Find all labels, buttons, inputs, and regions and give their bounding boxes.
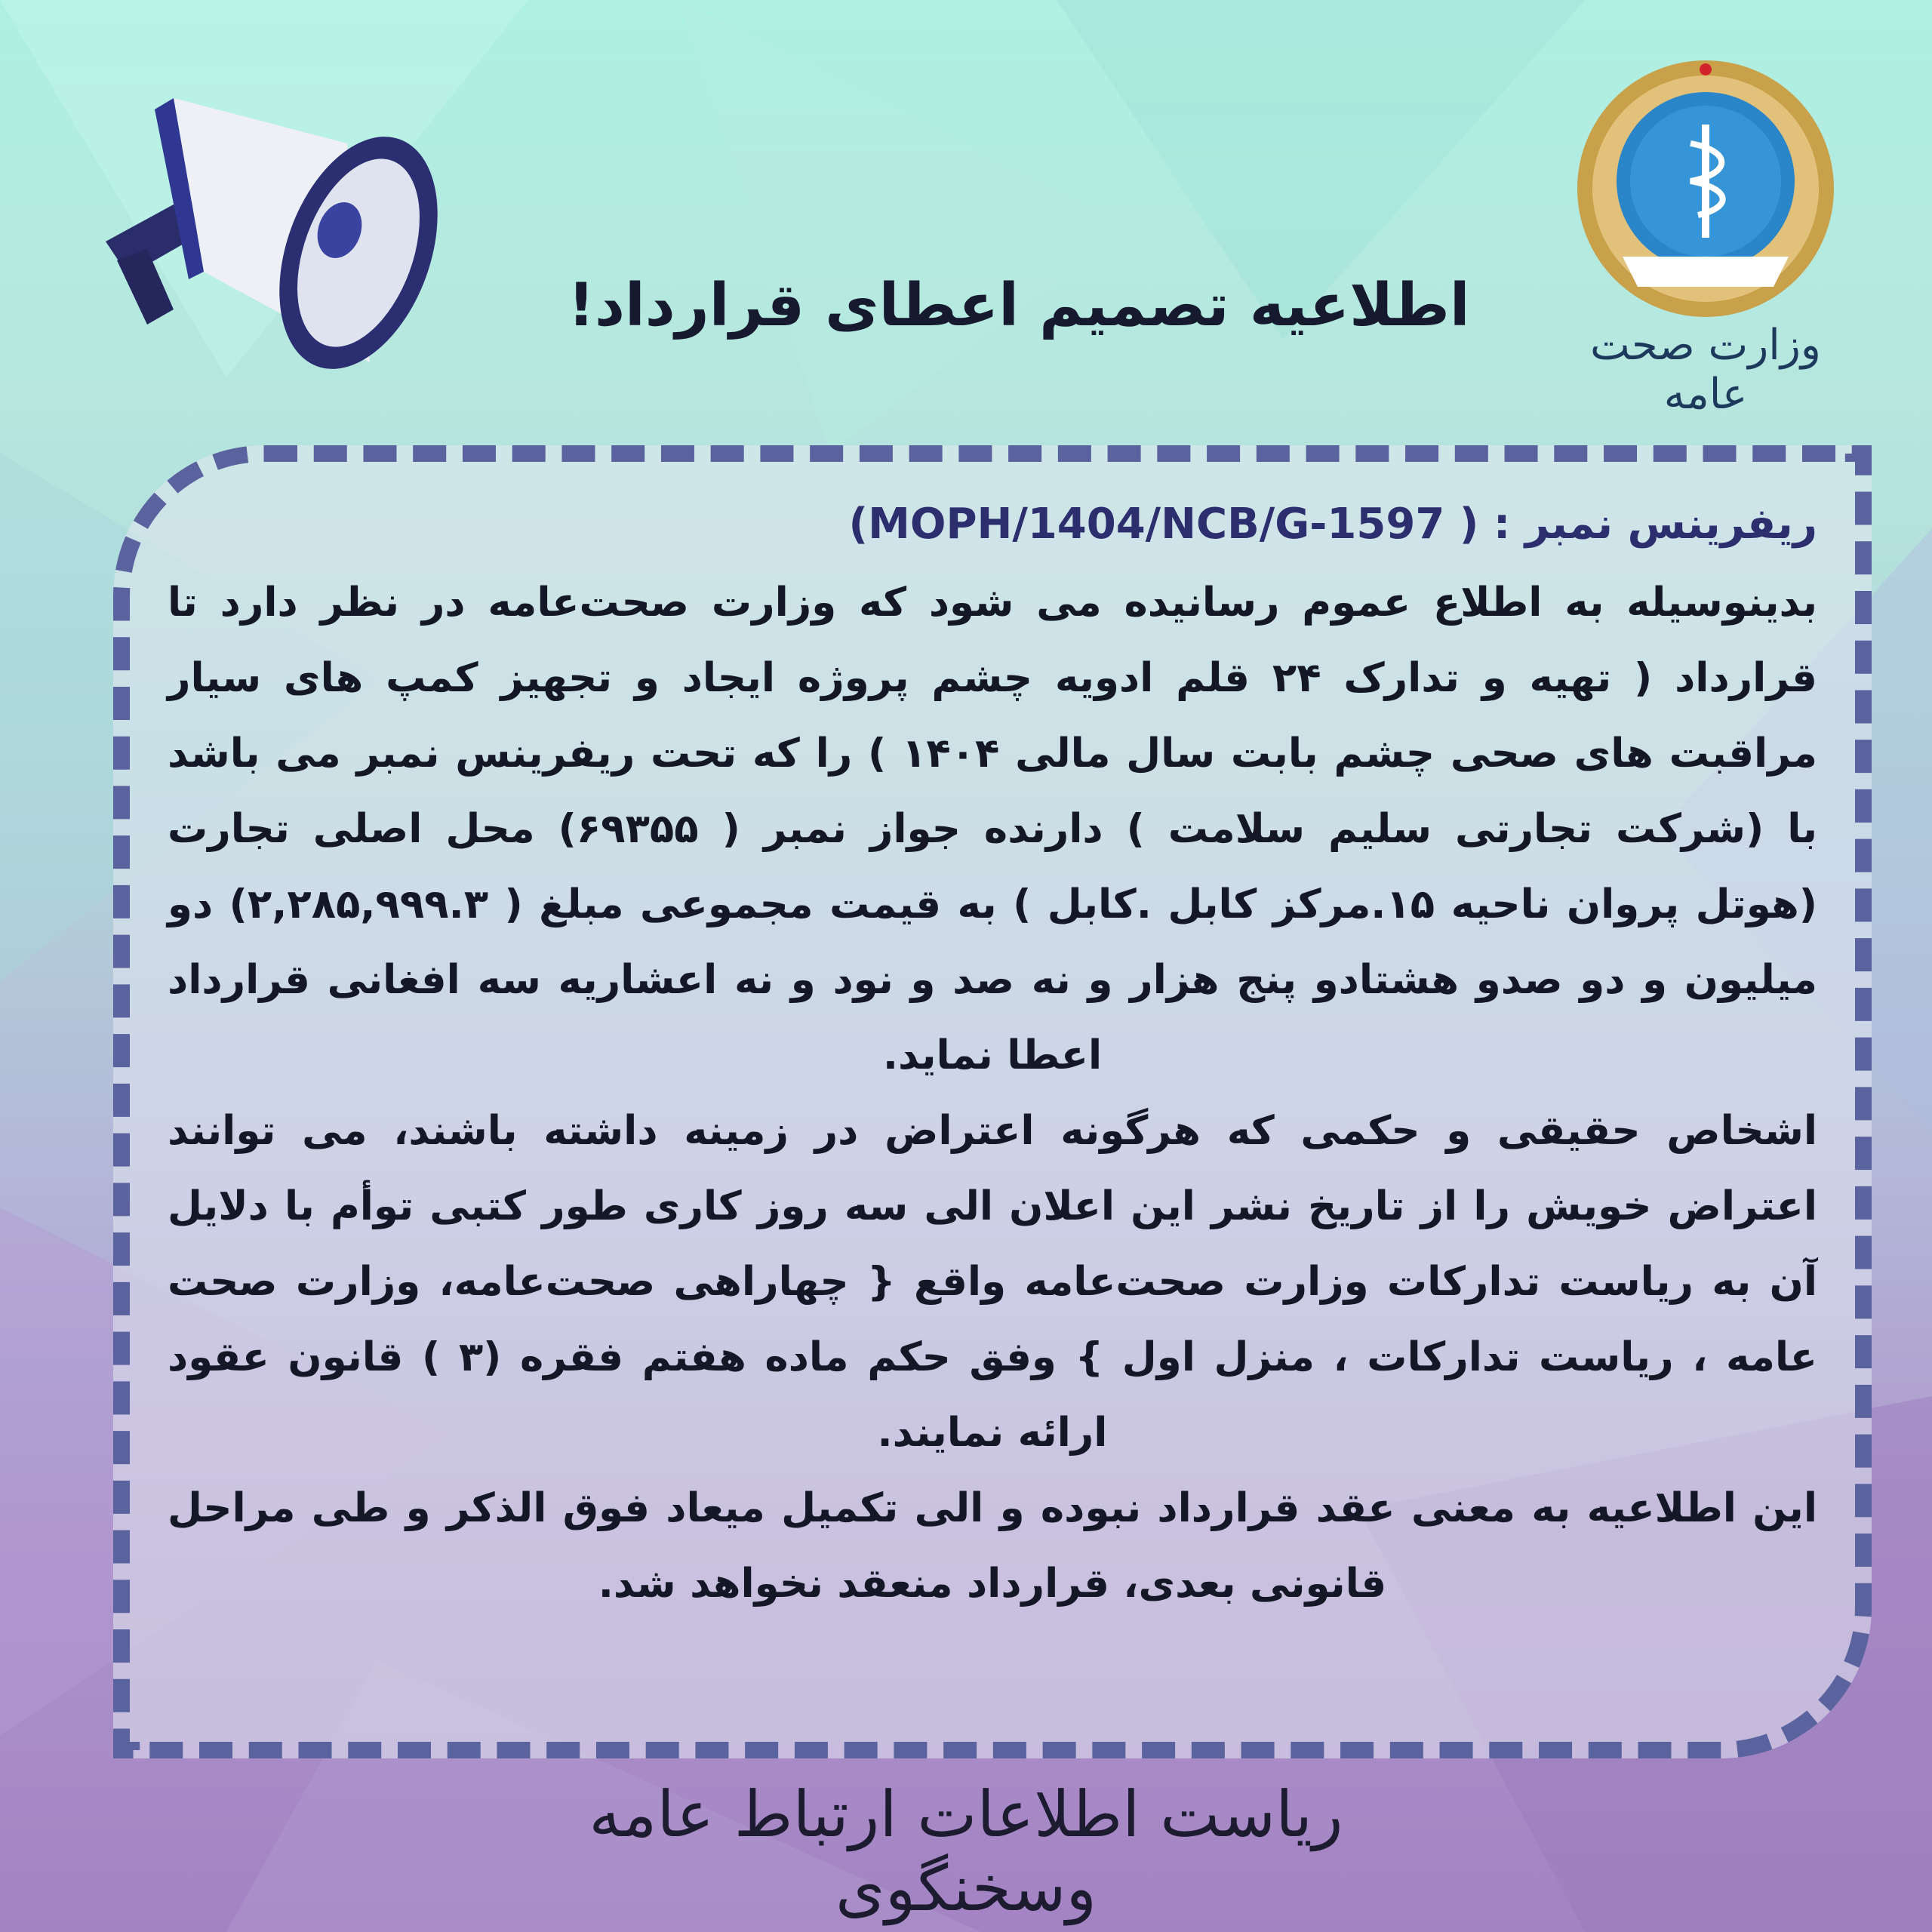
notice-paragraph-award: بدینوسیله به اطلاع عموم رسانیده می شود که وزارت صحت‌عامه در نظر دارد تا قرارداد ( تهیه و تدارک ۲۴ قلم ادویه چشم پروژه ایجاد و تجهیز کمپ های سیار مراقبت های صحی چشم بابت سال مالی ۱۴۰۴ ) را که تحت ریفرینس نمبر می باشد با (شرکت تجارتی سلیم سلامت ) دارنده جواز نمبر ( ۶۹۳۵۵) محل اصلی تجارت (هوتل پروان ناحیه ۱۵.مرکز کابل .کابل ) به قیمت مجموعی مبلغ ( ۲,۲۸۵,۹۹۹.۳) دو میلیون و دو صدو هشتادو پنج هزار و نه صد و نود و نه اعشاریه سه افغانی قرارداد اعطا نماید.: [168, 580, 1817, 1078]
notice-paragraph-objection: اشخاص حقیقی و حکمی که هرگونه اعتراض در زمینه داشته باشند، می توانند اعتراض خویش را از تاریخ نشر این اعلان الی سه روز کاری طور کتبی توأم با دلایل آن به ریاست تدارکات وزارت صحت‌عامه واقع { چهاراهی صحت‌عامه، وزارت صحت عامه ، ریاست تدارکات ، منزل اول } وفق حکم ماده هفتم فقره (۳ ) قانون عقود ارائه نمایند.: [168, 1108, 1817, 1456]
reference-line: [168, 500, 1817, 549]
megaphone-icon: [75, 45, 468, 392]
notice-panel: [113, 445, 1872, 1758]
notice-body: [152, 500, 1832, 1719]
notice-paragraph-disclaimer: این اطلاعیه به معنی عقد قرارداد نبوده و الی تکمیل میعاد فوق الذکر و طی مراحل قانونی بعدی، قرارداد منعقد نخواهد شد.: [168, 1485, 1817, 1607]
footer-calligraphy: ریاست اطلاعات ارتباط عامه وسخنگوی: [589, 1777, 1343, 1925]
ministry-emblem-icon: [1570, 53, 1841, 325]
ministry-logo-caption: وزارت صحت عامه: [1590, 321, 1821, 419]
reference-label: ریفرینس نمبر: [1524, 500, 1817, 549]
reference-code: (MOPH/1404/NCB/G-1597 ): [848, 500, 1479, 549]
page-title: اطلاعیه تصمیم اعطای قرارداد!: [568, 272, 1470, 340]
reference-separator: :: [1493, 500, 1511, 549]
